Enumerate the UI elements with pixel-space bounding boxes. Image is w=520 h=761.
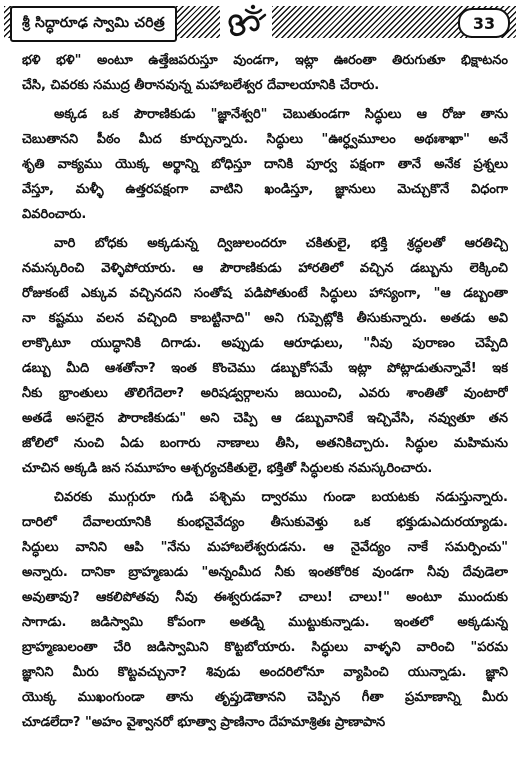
text-line: నీకు భ్రాంతులు తొలిగేదెలా? అరిషడ్వర్గాలను జయించి, ఎవరు శాంతితో వుంటారో xyxy=(22,386,508,401)
paragraph xyxy=(22,485,508,735)
text-line: అవుతావు? ఆకలిపోతవు నీవు ఈశ్వరుడవా? చాలు! చాలు!" అంటూ ముందుకు xyxy=(22,590,508,605)
text-line: సాగాడు. జడిస్వామి కోపంగా అతడ్ని ముట్టుకున్నాడు. ఇంతలో అక్కడున్న xyxy=(22,615,508,630)
text-line: అన్నారు. దానికా బ్రాహ్మణుడు "అన్నంమీద నీకు ఇంతకోరిక వుండగా నీవు దేవుడెలా xyxy=(22,565,508,580)
text-line: భళి భళి" అంటూ ఉత్తేజపరుస్తూ వుండగా, ఇట్లా ఊరంతా తిరుగుతూ భిక్షాటనం xyxy=(22,53,508,68)
om-symbol-icon xyxy=(220,2,272,40)
page-body xyxy=(22,48,508,735)
text-line: జ్ఞానిని మీరు కొట్టవచ్చునా? శివుడు అందరిలోనూ వ్యాపించి యున్నాడు. జ్ఞాని xyxy=(22,665,508,680)
paragraph xyxy=(22,102,508,227)
text-line: చేసి, చివరకు సముద్ర తీరానవున్న మహాబలేశ్వర దేవాలయానికి చేరారు. xyxy=(22,78,380,93)
text-line: శృతి వాక్యము యొక్క అర్థాన్ని బోధిస్తూ దానికి పూర్వ పక్షంగా తానే అనేక ప్రశ్నలు xyxy=(22,157,508,172)
page-header xyxy=(4,2,516,40)
text-line: డబ్బు మీది ఆశతోనా? ఇంత కొంచెము డబ్బుకోసమే ఇట్లా పోట్లాడుతున్నావే! ఇక xyxy=(22,361,508,376)
page-number: 33 xyxy=(458,8,510,38)
paragraph xyxy=(22,231,508,481)
text-line: జోలిలో నుంచి ఏడు బంగారు నాణాలు తీసి, అతనికిచ్చారు. సిద్ధుల మహిమను xyxy=(22,436,508,451)
text-line: అతడే అసలైన పౌరాణికుడు" అని చెప్పి ఆ డబ్బువానికే ఇచ్చివేసి, నవ్వుతూ తన xyxy=(22,411,508,426)
text-line: వారి బోధకు అక్కడున్న ద్విజులందరూ చకితులై, భక్తి శ్రద్ధలతో ఆరతిచ్చి xyxy=(54,236,508,251)
text-line: లాక్కొటూ యుద్ధానికి దిగాడు. అప్పుడు ఆరూఢులు, "నీవు పురాణం చెప్పేది xyxy=(22,336,508,351)
text-line: చెబుతానని పీఠం మీద కూర్చున్నారు. సిద్ధులు "ఊర్ధ్వమూలం అథఃశాఖా" అనే xyxy=(22,132,508,147)
text-line: దారిలో దేవాలయానికి కుంభనైవేద్యం తీసుకువెళ్తు ఒక భక్తుడుఎదురయ్యాడు. xyxy=(22,515,508,530)
text-line: యొక్క ముఖంగుండా తాను తృప్తుడౌతానని చెప్పిన గీతా ప్రమాణాన్ని మీరు xyxy=(22,690,508,705)
text-line: చివరకు ముగ్గురూ గుడి పశ్చిమ ద్వారము గుండా బయటకు నడుస్తున్నారు. xyxy=(54,490,508,505)
text-line: చూడలేదా? "అహం వైశ్వానరో భూత్వా ప్రాణినాం దేహమాశ్రితః ప్రాణాపాన xyxy=(22,715,386,730)
text-line: బ్రాహ్మణులంతా చేరి జడిస్వామిని కొట్టబోయారు. సిద్ధులు వాళ్ళని వారించి "పరమ xyxy=(22,640,508,655)
paragraph xyxy=(22,48,508,98)
text-line: అక్కడ ఒక పౌరాణికుడు "జ్ఞానేశ్వరి" చెబుతుండగా సిద్ధులు ఆ రోజు తాను xyxy=(54,107,508,122)
text-line: నమస్కరించి వెళ్ళిపోయారు. ఆ పౌరాణికుడు హారతిలో వచ్చిన డబ్బును లెక్కించి xyxy=(22,261,508,276)
text-line: వేస్తూ, మళ్ళీ ఉత్తరపక్షంగా వాటిని ఖండిస్తూ, జ్ఞానులు మెచ్చుకొనే విధంగా xyxy=(22,182,508,197)
text-line: సిద్ధులు వానిని ఆపి "నేను మహాబలేశ్వరుడను. ఆ నైవేద్యం నాకే సమర్పించు" xyxy=(22,540,508,555)
text-line: చూచిన అక్కడి జన సమూహం ఆశ్చర్యచకితులై, భక్తితో సిద్ధులకు నమస్కరించారు. xyxy=(22,461,433,476)
text-line: రోజుకంటే ఎక్కువ వచ్చినదని సంతోష పడిపోతుంటే సిద్ధులు హాస్యంగా, "ఆ డబ్బంతా xyxy=(22,286,508,301)
running-title: శ్రీ సిద్ధారూఢ స్వామి చరిత్ర xyxy=(10,6,177,42)
text-line: నా కష్టము వలన వచ్చింది కాబట్టినాది" అని గుప్పెట్లోకి తీసుకున్నారు. అతడు అవి xyxy=(22,311,508,326)
text-line: వివరించారు. xyxy=(22,207,87,222)
